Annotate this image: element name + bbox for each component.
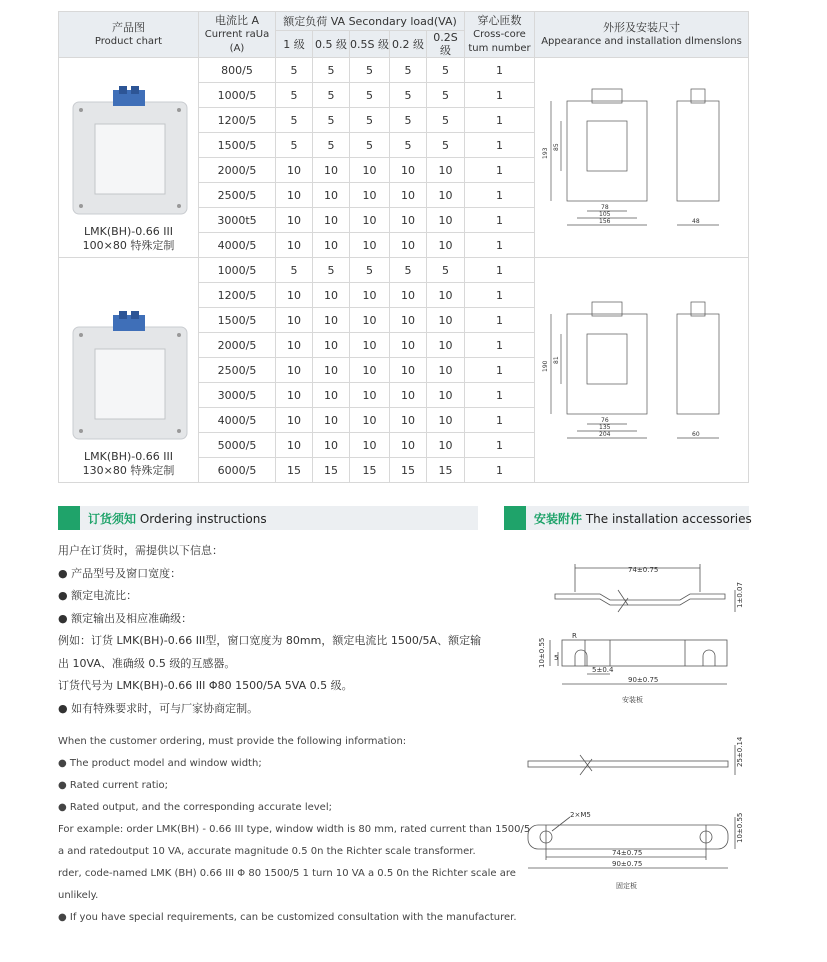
load-cell: 10 [427,158,465,183]
dim-b3: 204 [598,430,610,438]
plate2-name: 固定板 [616,882,637,890]
product-image [65,82,193,222]
load-cell: 10 [313,233,350,258]
ordering-en-line: ● If you have special requirements, can be customized consultation with the manufacturer. [58,912,517,923]
load-cell: 5 [313,133,350,158]
ordering-en-line: ● Rated current ratio; [58,780,169,791]
dim-height: 193 [541,147,549,159]
header-dimensions: 外形及安装尺寸 Appearance and installation dlmenslons [535,12,749,58]
load-cell: 10 [313,433,350,458]
load-cell: 5 [350,258,390,283]
load-cell: 10 [276,383,313,408]
load-cell: 15 [350,458,390,483]
turns-cell: 1 [465,458,535,483]
ordering-cn-line: ● 额定输出及相应准确级： [58,611,193,625]
load-cell: 15 [313,458,350,483]
turns-cell: 1 [465,108,535,133]
load-cell: 5 [276,108,313,133]
ratio-cell: 2000/5 [199,333,276,358]
load-cell: 5 [427,133,465,158]
load-cell: 10 [276,358,313,383]
load-cell: 5 [350,83,390,108]
dim-b2: 105 [598,211,610,218]
turns-cell: 1 [465,208,535,233]
load-cell: 10 [427,208,465,233]
product-image [65,307,193,447]
ordering-en-line: When the customer ordering, must provide the following information: [58,736,407,747]
load-cell: 10 [390,308,427,333]
plate2-t: 25±0.14 [736,736,744,767]
spec-table [58,11,749,483]
ordering-header-bar [58,506,80,530]
ordering-en-line: ● The product model and window width; [58,758,262,769]
dim-window: 81 [552,355,560,364]
ordering-en-line: ● Rated output, and the corresponding accurate level; [58,802,332,813]
load-cell: 10 [390,158,427,183]
load-cell: 10 [313,408,350,433]
ordering-header: 订货须知 Ordering instructions [58,506,478,530]
ratio-cell: 1500/5 [199,308,276,333]
ordering-cn-line: 例如：订货 LMK(BH)-0.66 III型，窗口宽度为 80mm，额定电流比 1500/5A、额定输 [58,634,482,647]
plate2-total: 90±0.75 [612,860,643,868]
load-cell: 10 [313,183,350,208]
load-cell: 5 [427,58,465,83]
turns-cell: 1 [465,133,535,158]
dim-b1: 76 [600,416,609,424]
turns-cell: 1 [465,58,535,83]
load-cell: 10 [313,208,350,233]
ratio-cell: 4000/5 [199,408,276,433]
class-header: 0.2S 级 [427,31,465,58]
ordering-en-line: For example: order LMK(BH) - 0.66 III type, window width is 80 mm, rated current than 1500/5 [58,824,531,835]
dim-b3: 156 [598,218,610,225]
load-cell: 10 [276,433,313,458]
plate2-h: 10±0.55 [736,812,744,843]
ordering-cn-line: 订货代号为 LMK(BH)-0.66 III Φ80 1500/5A 5VA 0.5 级。 [58,679,353,692]
load-cell: 10 [427,333,465,358]
plate2-len: 74±0.75 [612,849,643,857]
load-cell: 5 [427,108,465,133]
ratio-cell: 2500/5 [199,183,276,208]
load-cell: 10 [427,308,465,333]
load-cell: 5 [313,58,350,83]
product-cell [59,258,199,483]
load-cell: 5 [313,258,350,283]
dim-height: 190 [541,360,549,372]
plate1-name: 安装板 [622,696,643,704]
ordering-cn-line: ● 如有特殊要求时，可与厂家协商定制。 [58,701,259,715]
load-cell: 10 [390,233,427,258]
dim-b1: 78 [600,204,609,211]
load-cell: 10 [313,383,350,408]
dimension-drawing [537,71,747,241]
load-cell: 5 [390,258,427,283]
load-cell: 5 [390,133,427,158]
load-cell: 5 [276,133,313,158]
plate1-r: R [572,632,577,640]
load-cell: 10 [350,183,390,208]
load-cell: 5 [427,258,465,283]
dim-window: 85 [552,143,560,151]
ratio-cell: 5000/5 [199,433,276,458]
table-row [59,258,749,283]
ratio-cell: 800/5 [199,58,276,83]
load-cell: 10 [350,233,390,258]
load-cell: 10 [390,283,427,308]
load-cell: 10 [427,233,465,258]
turns-cell: 1 [465,233,535,258]
ordering-cn-line: ● 额定电流比： [58,589,138,602]
load-cell: 5 [350,108,390,133]
ratio-cell: 1200/5 [199,108,276,133]
dimension-drawing [537,284,747,454]
load-cell: 10 [276,283,313,308]
load-cell: 5 [350,133,390,158]
class-header: 0.5S 级 [350,31,390,58]
header-ratio: 电流比 A Current raUa (A) [199,12,276,58]
ratio-cell: 2000/5 [199,158,276,183]
plate1-d5: 5 [554,654,559,662]
dim-side: 48 [691,218,700,225]
load-cell: 10 [313,308,350,333]
load-cell: 10 [350,383,390,408]
ratio-cell: 6000/5 [199,458,276,483]
load-cell: 10 [313,158,350,183]
load-cell: 10 [350,283,390,308]
table-row [59,58,749,83]
load-cell: 10 [350,433,390,458]
load-cell: 10 [350,158,390,183]
plate1-total: 90±0.75 [628,676,659,684]
load-cell: 10 [427,358,465,383]
ratio-cell: 1200/5 [199,283,276,308]
load-cell: 5 [276,258,313,283]
dimension-cell [535,58,749,258]
product-cell [59,58,199,258]
load-cell: 5 [427,83,465,108]
load-cell: 10 [390,383,427,408]
product-size: 130×80 特殊定制 [82,464,175,477]
turns-cell: 1 [465,158,535,183]
ordering-cn-line: 出 10VA、准确级 0.5 级的互感器。 [58,656,236,670]
load-cell: 10 [276,183,313,208]
ratio-cell: 3000/5 [199,383,276,408]
load-cell: 10 [350,358,390,383]
load-cell: 10 [427,283,465,308]
load-cell: 10 [313,333,350,358]
load-cell: 10 [390,333,427,358]
ratio-cell: 1500/5 [199,133,276,158]
load-cell: 10 [276,158,313,183]
class-header: 0.5 级 [313,31,350,58]
ratio-cell: 1000/5 [199,83,276,108]
dim-side: 60 [691,430,700,438]
turns-cell: 1 [465,308,535,333]
header-product: 产品图 Product chart [59,12,199,58]
turns-cell: 1 [465,283,535,308]
header-load: 额定负荷 VA Secondary load(VA) [276,12,465,31]
plate1-h: 10±0.55 [538,637,546,668]
turns-cell: 1 [465,183,535,208]
ordering-cn-line: ● 产品型号及窗口宽度： [58,566,182,580]
turns-cell: 1 [465,258,535,283]
load-cell: 5 [350,58,390,83]
dim-b2: 135 [598,423,610,431]
plate2-hole: 2×M5 [570,811,591,819]
product-size: 100×80 特殊定制 [82,239,175,252]
load-cell: 5 [390,108,427,133]
ratio-cell: 4000/5 [199,233,276,258]
load-cell: 10 [427,408,465,433]
class-header: 1 级 [276,31,313,58]
load-cell: 10 [350,208,390,233]
load-cell: 5 [390,83,427,108]
load-cell: 10 [390,433,427,458]
load-cell: 5 [313,108,350,133]
ratio-cell: 3000t5 [199,208,276,233]
accessories-header-bar [504,506,526,530]
turns-cell: 1 [465,358,535,383]
dimension-cell [535,258,749,483]
load-cell: 15 [390,458,427,483]
mounting-plate-drawing [520,560,750,720]
ordering-cn-line: 用户在订货时，需提供以下信息： [58,544,223,557]
turns-cell: 1 [465,383,535,408]
load-cell: 10 [276,308,313,333]
class-header: 0.2 级 [390,31,427,58]
load-cell: 10 [350,408,390,433]
load-cell: 10 [350,333,390,358]
plate1-thick: 1±0.07 [736,582,744,608]
load-cell: 10 [276,333,313,358]
load-cell: 15 [427,458,465,483]
plate1-len: 74±0.75 [628,566,659,574]
load-cell: 10 [276,233,313,258]
load-cell: 10 [390,408,427,433]
turns-cell: 1 [465,333,535,358]
load-cell: 5 [276,58,313,83]
load-cell: 10 [313,283,350,308]
load-cell: 10 [350,308,390,333]
load-cell: 10 [313,358,350,383]
ratio-cell: 1000/5 [199,258,276,283]
load-cell: 5 [313,83,350,108]
fixing-plate-drawing [520,725,750,895]
load-cell: 10 [427,183,465,208]
ordering-en-line: a and ratedoutput 10 VA, accurate magnitude 0.5 0n the Richter scale transformer. [58,846,476,857]
ordering-en-line: rder, code-named LMK (BH) 0.66 III Φ 80 1500/5 1 turn 10 VA a 0.5 0n the Richter scale are [58,868,516,879]
load-cell: 10 [276,208,313,233]
plate1-d5b: 5±0.4 [592,666,614,674]
ratio-cell: 2500/5 [199,358,276,383]
load-cell: 10 [390,208,427,233]
turns-cell: 1 [465,83,535,108]
load-cell: 10 [427,383,465,408]
load-cell: 10 [390,358,427,383]
load-cell: 10 [427,433,465,458]
load-cell: 5 [276,83,313,108]
load-cell: 15 [276,458,313,483]
load-cell: 5 [390,58,427,83]
ordering-en-line: unlikely. [58,890,99,901]
accessories-header: 安装附件 The installation accessories [504,506,749,530]
turns-cell: 1 [465,433,535,458]
product-model: LMK(BH)-0.66 III [84,225,173,238]
product-model: LMK(BH)-0.66 III [84,450,173,463]
load-cell: 10 [390,183,427,208]
header-turns: 穿心匝数 Cross-core tum number [465,12,535,58]
load-cell: 10 [276,408,313,433]
turns-cell: 1 [465,408,535,433]
